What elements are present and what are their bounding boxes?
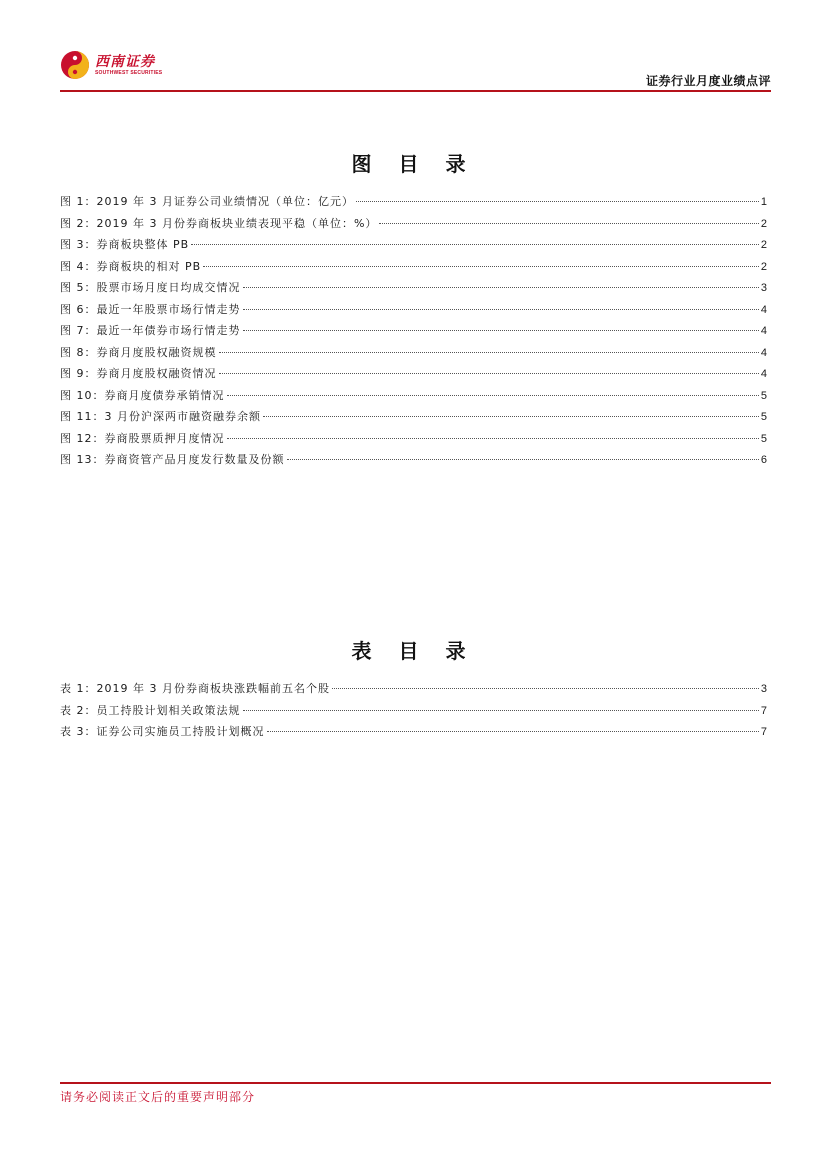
table-toc-entry[interactable] bbox=[60, 680, 767, 702]
figure-toc-entry-page[interactable]: 5 bbox=[760, 389, 767, 402]
dot-leader bbox=[287, 459, 759, 460]
footer-disclaimer: 请务必阅读正文后的重要声明部分 bbox=[60, 1090, 256, 1104]
dot-leader bbox=[243, 710, 759, 711]
figure-toc-entry-page[interactable]: 3 bbox=[760, 282, 767, 294]
figure-toc-entry[interactable] bbox=[60, 430, 767, 452]
figure-toc-entry[interactable] bbox=[60, 344, 767, 366]
table-toc-entry-page[interactable]: 3 bbox=[760, 683, 767, 695]
figure-toc-entry-page[interactable]: 1 bbox=[760, 196, 767, 208]
report-type-title: 证券行业月度业绩点评 bbox=[645, 74, 771, 88]
table-toc-entry-page[interactable]: 7 bbox=[760, 704, 767, 717]
figure-toc-entry-page[interactable]: 2 bbox=[760, 260, 767, 273]
dot-leader bbox=[379, 223, 758, 224]
figure-toc-entry-label[interactable]: 图 3：券商板块整体 PB bbox=[60, 238, 190, 251]
figure-toc-entry[interactable] bbox=[60, 258, 767, 280]
dot-leader bbox=[219, 373, 759, 374]
dot-leader bbox=[191, 244, 759, 245]
figure-toc-entry-page[interactable]: 4 bbox=[760, 368, 767, 380]
figure-toc-entry-label[interactable]: 图 10：券商月度债券承销情况 bbox=[60, 388, 225, 402]
dot-leader bbox=[243, 309, 759, 310]
tables-toc-list bbox=[60, 680, 767, 745]
dot-leader bbox=[227, 438, 759, 439]
figure-toc-entry-page[interactable]: 6 bbox=[760, 454, 767, 466]
figure-toc-entry[interactable] bbox=[60, 322, 767, 344]
figure-toc-entry-page[interactable]: 2 bbox=[760, 217, 767, 230]
logo-mark-icon bbox=[60, 50, 90, 80]
figure-toc-entry-label[interactable]: 图 6：最近一年股票市场行情走势 bbox=[60, 302, 241, 316]
dot-leader bbox=[243, 287, 759, 288]
figure-toc-entry-label[interactable]: 图 12：券商股票质押月度情况 bbox=[60, 431, 225, 445]
header-divider bbox=[60, 90, 771, 92]
table-toc-entry-label[interactable]: 表 1：2019 年 3 月份券商板块涨跌幅前五名个股 bbox=[60, 682, 330, 695]
figures-toc-title: 图 目 录 bbox=[351, 152, 476, 176]
figure-toc-entry[interactable] bbox=[60, 301, 767, 323]
figure-toc-entry-label[interactable]: 图 7：最近一年债券市场行情走势 bbox=[60, 324, 241, 337]
figure-toc-entry-label[interactable]: 图 8：券商月度股权融资规模 bbox=[60, 345, 217, 359]
table-toc-entry-label[interactable]: 表 2：员工持股计划相关政策法规 bbox=[60, 703, 241, 717]
figure-toc-entry-page[interactable]: 4 bbox=[760, 325, 767, 337]
dot-leader bbox=[203, 266, 759, 267]
figure-toc-entry-page[interactable]: 4 bbox=[760, 346, 767, 359]
dot-leader bbox=[267, 731, 759, 732]
dot-leader bbox=[219, 352, 759, 353]
table-toc-entry[interactable] bbox=[60, 702, 767, 724]
logo-chinese-name: 西南证券 bbox=[95, 53, 155, 70]
figure-toc-entry[interactable] bbox=[60, 279, 767, 301]
dot-leader bbox=[263, 416, 759, 417]
figure-toc-entry[interactable] bbox=[60, 236, 767, 258]
figure-toc-entry-page[interactable]: 5 bbox=[760, 432, 767, 445]
figure-toc-entry-page[interactable]: 2 bbox=[760, 239, 767, 251]
figure-toc-entry-label[interactable]: 图 2：2019 年 3 月份券商板块业绩表现平稳（单位：%） bbox=[60, 216, 378, 230]
table-toc-entry[interactable] bbox=[60, 723, 767, 745]
figure-toc-entry-label[interactable]: 图 13：券商资管产品月度发行数量及份额 bbox=[60, 453, 285, 466]
figure-toc-entry-label[interactable]: 图 4：券商板块的相对 PB bbox=[60, 259, 202, 273]
company-logo bbox=[60, 50, 162, 80]
dot-leader bbox=[332, 688, 759, 689]
figure-toc-entry-label[interactable]: 图 1：2019 年 3 月证券公司业绩情况（单位：亿元） bbox=[60, 195, 354, 208]
figure-toc-entry[interactable] bbox=[60, 408, 767, 430]
logo-english-name: SOUTHWEST SECURITIES bbox=[95, 69, 163, 76]
dot-leader bbox=[243, 330, 759, 331]
figure-toc-entry-page[interactable]: 4 bbox=[760, 303, 767, 316]
table-toc-entry-label[interactable]: 表 3：证券公司实施员工持股计划概况 bbox=[60, 725, 265, 738]
figure-toc-entry[interactable] bbox=[60, 365, 767, 387]
dot-leader bbox=[356, 201, 759, 202]
figure-toc-entry[interactable] bbox=[60, 387, 767, 409]
figure-toc-entry[interactable] bbox=[60, 193, 767, 215]
tables-toc-title: 表 目 录 bbox=[351, 639, 476, 663]
figure-toc-entry-label[interactable]: 图 9：券商月度股权融资情况 bbox=[60, 367, 217, 380]
figure-toc-entry-label[interactable]: 图 11：3 月份沪深两市融资融券余额 bbox=[60, 410, 261, 423]
page-header bbox=[60, 48, 771, 92]
table-toc-entry-page[interactable]: 7 bbox=[760, 726, 767, 738]
figure-toc-entry[interactable] bbox=[60, 215, 767, 237]
figures-toc-list bbox=[60, 193, 767, 473]
footer-divider bbox=[60, 1082, 771, 1084]
figure-toc-entry-page[interactable]: 5 bbox=[760, 411, 767, 423]
dot-leader bbox=[227, 395, 759, 396]
figure-toc-entry[interactable] bbox=[60, 451, 767, 473]
figure-toc-entry-label[interactable]: 图 5：股票市场月度日均成交情况 bbox=[60, 281, 241, 294]
